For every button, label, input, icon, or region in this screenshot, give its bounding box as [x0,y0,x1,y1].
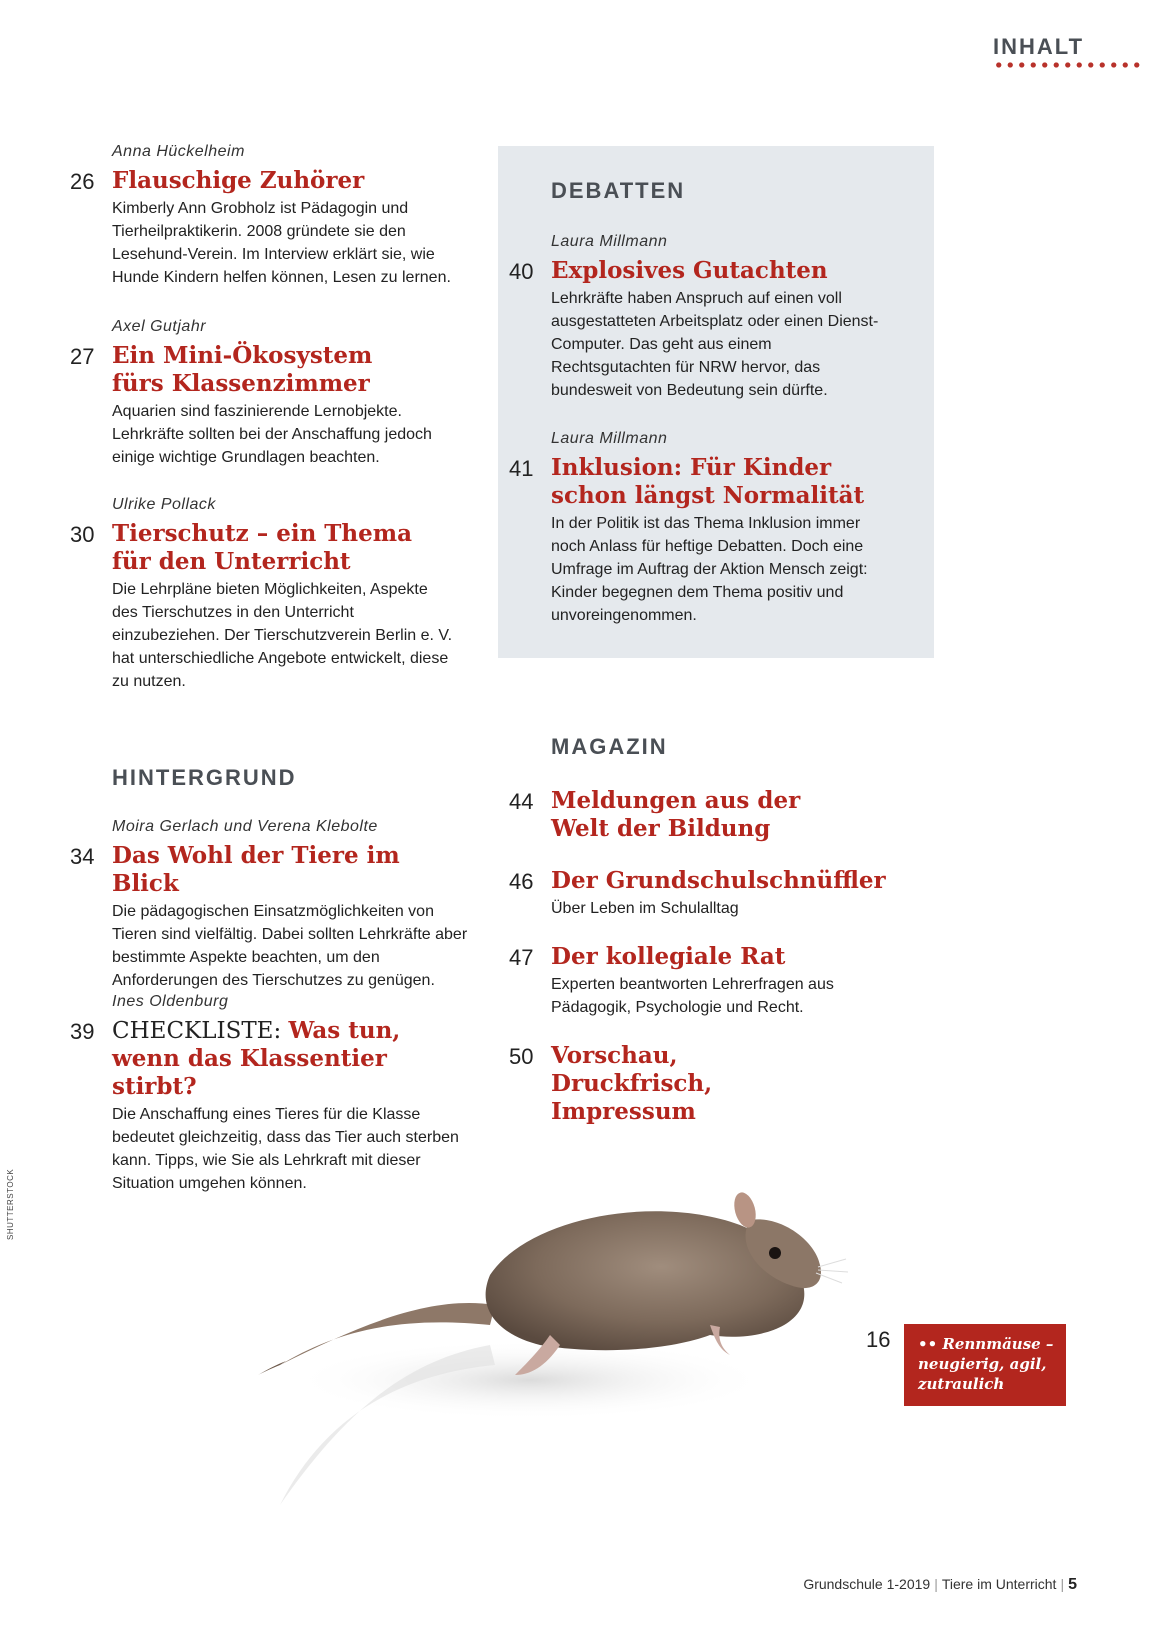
section-label: INHALT [993,34,1085,59]
toc-entry[interactable] [70,496,472,693]
toc-entry[interactable] [70,993,472,1195]
entry-author: Laura Millmann [551,233,668,250]
entry-description: Über Leben im Schulalltag [551,900,739,917]
entry-author: Moira Gerlach und Verena Klebolte [112,818,378,835]
entry-page-number: 40 [509,259,534,284]
page-number: 5 [1068,1576,1077,1593]
entry-page-number: 30 [70,522,95,547]
entry-page-number: 47 [509,945,534,970]
entry-description: In der Politik ist das Thema Inklusion immer noch Anlass für heftige Debatten. Doch eine Umfrage im Auftrag der Aktion Mensch zeigt: Kinder begegnen dem Thema positiv und unvoreingenommen. [551,515,868,624]
section-heading-hintergrund: HINTERGRUND [112,765,297,790]
entry-title [112,1017,442,1101]
entry-title: Der kollegiale Rat [551,943,786,970]
entry-title: Das Wohl der Tiere im Blick [112,842,400,897]
entry-page-number: 27 [70,344,95,369]
entry-title: Vorschau, Druckfrisch, Impressum [551,1042,713,1125]
entry-description: Die Anschaffung eines Tieres für die Klasse bedeutet gleichzeitig, dass das Tier auch sterben kann. Tipps, wie Sie als Lehrkraft mit dieser Situation umgehen können. [112,1106,459,1192]
photo-credit: SHUTTERSTOCK [6,1168,15,1240]
toc-entry[interactable] [70,818,472,992]
toc-entry[interactable] [509,233,911,402]
footer-publication: Grundschule 1-2019 [803,1576,931,1592]
dotted-rule [993,62,1143,68]
photo-page-ref: 16 [866,1327,891,1352]
shadow [290,1340,770,1420]
toc-entry[interactable] [70,143,472,289]
entry-page-number: 26 [70,169,95,194]
entry-description: Lehrkräfte haben Anspruch auf einen voll ausgestatteten Arbeitsplatz oder einen Dienst-Computer. Das geht aus einem Rechtsgutachten für NRW hervor, das bundesweit von Bedeutung sein dürfte. [551,290,879,399]
toc-entry[interactable] [509,787,911,843]
toc-entry[interactable] [509,943,911,1019]
section-heading-debatten: DEBATTEN [551,178,686,203]
gerbil-eye [769,1247,781,1259]
entry-page-number: 41 [509,456,534,481]
entry-description: Kimberly Ann Grobholz ist Pädagogin und Tierheilpraktikerin. 2008 gründete sie den Lesehund-Verein. Im Interview erklärt sie, wie Hunde Kindern helfen können, Lesen zu lernen. [112,200,451,286]
entry-title: Explosives Gutachten [551,257,828,284]
entry-title: Ein Mini-Ökosystem fürs Klassenzimmer [112,342,373,397]
entry-page-number: 50 [509,1044,534,1069]
footer-topic: Tiere im Unterricht [941,1576,1057,1592]
entry-title-text: Was tun, wenn das Klassentier stirbt? [112,1017,401,1100]
photo-caption-box[interactable]: •• Rennmäuse – neugierig, agil, zutraulich [904,1324,1066,1406]
gerbil-photo [240,1175,880,1555]
entry-author: Laura Millmann [551,430,668,447]
entry-title-prefix: CHECKLISTE: [112,1018,289,1044]
entry-description: Experten beantworten Lehrerfragen aus Pädagogik, Psychologie und Recht. [551,976,834,1016]
entry-title: Der Grundschulschnüffler [551,867,886,894]
page-footer: Grundschule 1-2019 | Tiere im Unterricht | 5 [803,1576,1077,1593]
entry-description: Die Lehrpläne bieten Möglichkeiten, Aspekte des Tierschutzes in den Unterricht einzubeziehen. Der Tierschutzverein Berlin e. V. hat unterschiedliche Angebote entwickelt, diese zu nutzen. [112,581,453,690]
entry-author: Ines Oldenburg [112,993,229,1010]
toc-entry[interactable] [509,430,911,627]
entry-page-number: 34 [70,844,95,869]
entry-description: Aquarien sind faszinierende Lernobjekte. Lehrkräfte sollten bei der Anschaffung jedoch einige wichtige Grundlagen beachten. [112,403,432,466]
entry-title: Flauschige Zuhörer [112,167,365,194]
entry-page-number: 46 [509,869,534,894]
entry-title: Inklusion: Für Kinder schon längst Normalität [551,454,865,509]
entry-page-number: 39 [70,1019,95,1044]
entry-author: Axel Gutjahr [112,318,207,335]
entry-author: Ulrike Pollack [112,496,216,513]
entry-title: Meldungen aus der Welt der Bildung [551,787,801,842]
toc-entry[interactable] [70,318,472,469]
entry-description: Die pädagogischen Einsatzmöglichkeiten von Tieren sind vielfältig. Dabei sollten Lehrkräfte aber bestimmte Aspekte beachten, um den Anforderungen des Tierschutzes zu genügen. [112,903,468,989]
entry-page-number: 44 [509,789,534,814]
toc-entry[interactable] [509,1042,911,1126]
section-heading-magazin: MAGAZIN [551,734,668,759]
toc-entry[interactable] [509,867,911,920]
entry-title: Tierschutz – ein Thema für den Unterricht [112,520,413,575]
entry-author: Anna Hückelheim [112,143,245,160]
